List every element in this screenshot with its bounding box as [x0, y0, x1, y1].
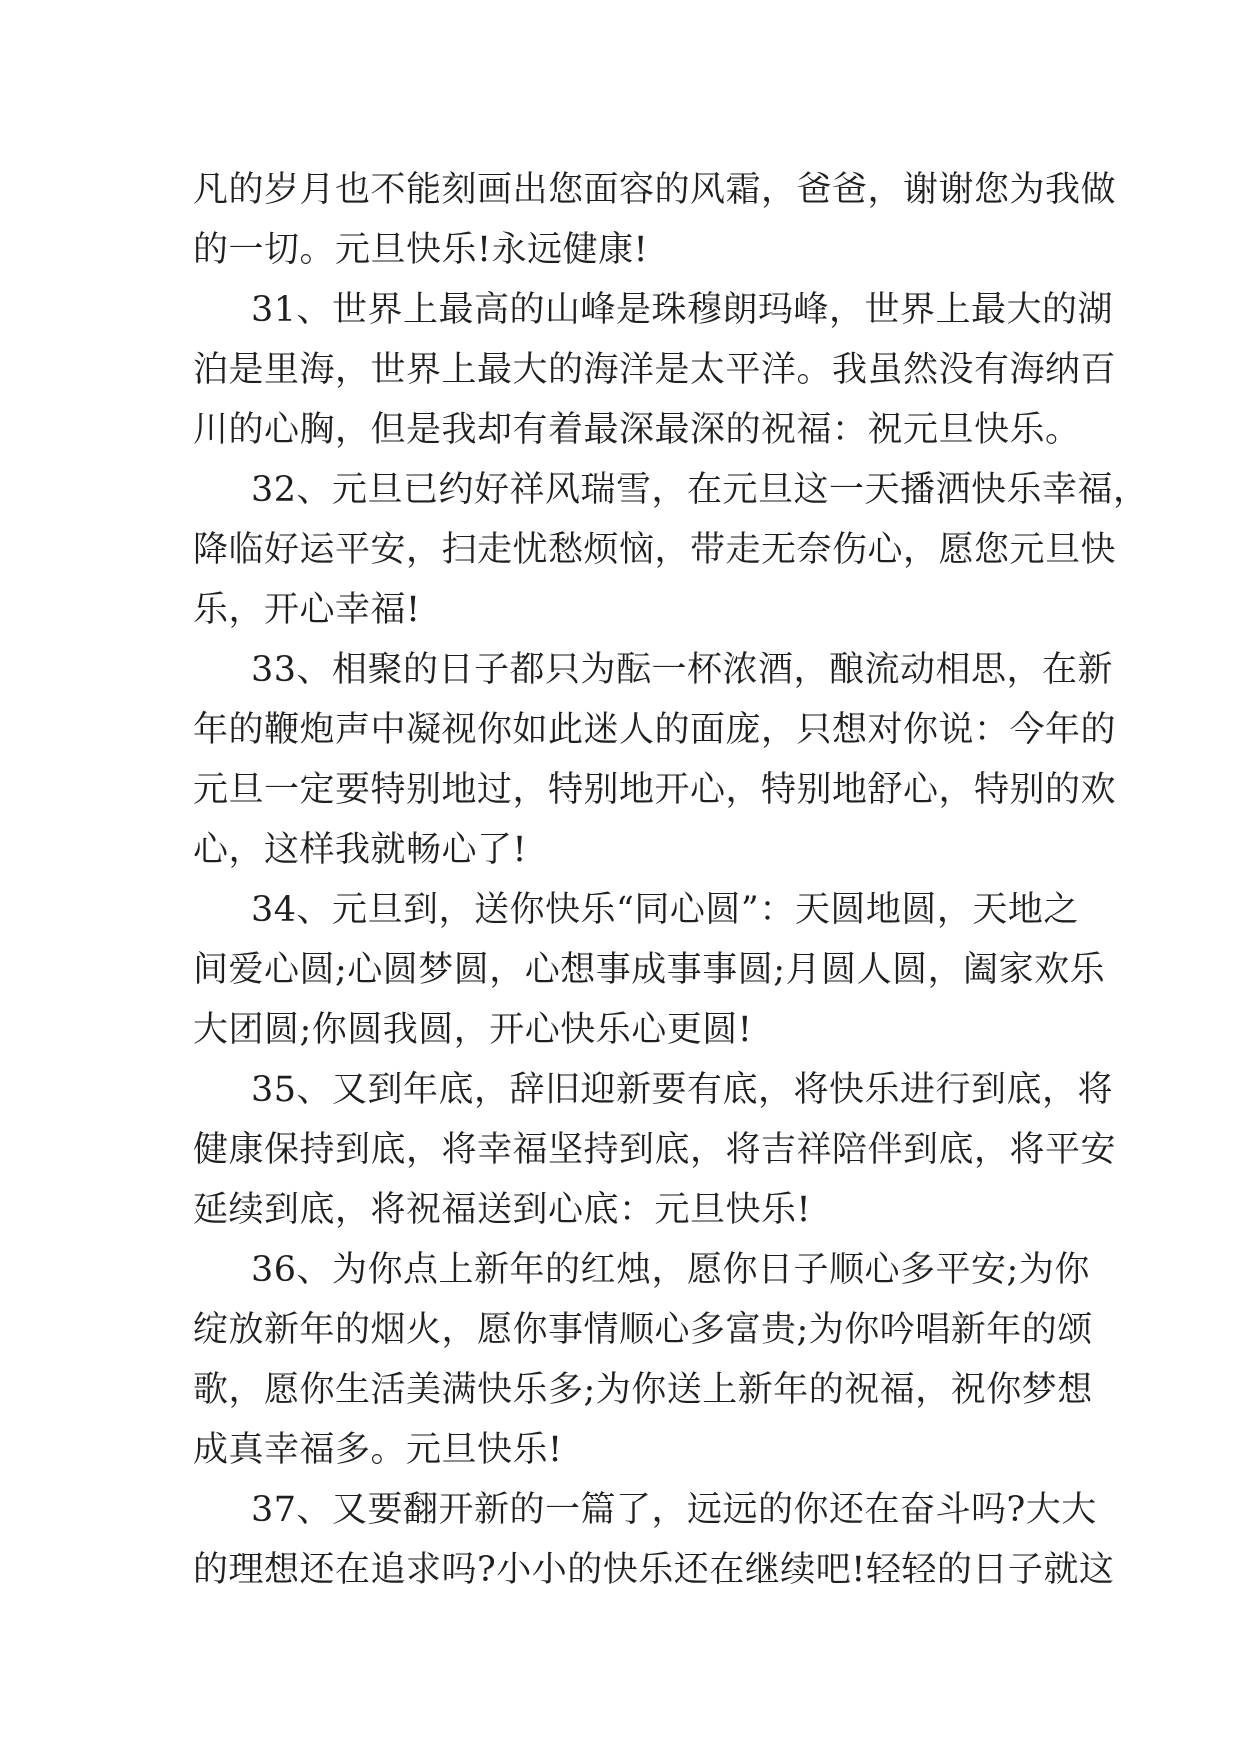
text-line: 的一切。元旦快乐!永远健康!	[193, 230, 649, 270]
paragraph-start-35: 35、又到年底，辞旧迎新要有底，将快乐进行到底，将	[251, 1070, 1114, 1110]
text-line: 年的鞭炮声中凝视你如此迷人的面庞，只想对你说：今年的	[193, 710, 1117, 750]
text-line: 泊是里海，世界上最大的海洋是太平洋。我虽然没有海纳百	[193, 350, 1117, 390]
text-line: 心，这样我就畅心了!	[193, 830, 528, 870]
text-line: 成真幸福多。元旦快乐!	[193, 1430, 563, 1470]
text-line: 元旦一定要特别地过，特别地开心，特别地舒心，特别的欢	[193, 770, 1117, 810]
paragraph-start-37: 37、又要翻开新的一篇了，远远的你还在奋斗吗?大大	[251, 1490, 1097, 1530]
text-line: 绽放新年的烟火，愿你事情顺心多富贵;为你吟唱新年的颂	[193, 1310, 1093, 1350]
text-line: 乐，开心幸福!	[193, 590, 421, 630]
text-line: 大团圆;你圆我圆，开心快乐心更圆!	[193, 1010, 753, 1050]
text-line: 间爱心圆;心圆梦圆，心想事成事事圆;月圆人圆，阖家欢乐	[193, 950, 1106, 990]
text-line: 延续到底，将祝福送到心底：元旦快乐!	[193, 1190, 812, 1230]
text-line: 降临好运平安，扫走忧愁烦恼，带走无奈伤心，愿您元旦快	[193, 530, 1117, 570]
text-line: 健康保持到底，将幸福坚持到底，将吉祥陪伴到底，将平安	[193, 1130, 1117, 1170]
text-line: 凡的岁月也不能刻画出您面容的风霜，爸爸，谢谢您为我做	[193, 170, 1117, 210]
text-line: 川的心胸，但是我却有着最深最深的祝福：祝元旦快乐。	[193, 410, 1081, 450]
paragraph-start-36: 36、为你点上新年的红烛，愿你日子顺心多平安;为你	[251, 1250, 1090, 1290]
text-line: 的理想还在追求吗?小小的快乐还在继续吧!轻轻的日子就这	[193, 1550, 1115, 1590]
text-line: 歌，愿你生活美满快乐多;为你送上新年的祝福，祝你梦想	[193, 1370, 1093, 1410]
paragraph-start-33: 33、相聚的日子都只为酝一杯浓酒，酿流动相思，在新	[251, 650, 1114, 690]
document-body	[193, 160, 1149, 1600]
paragraph-start-31: 31、世界上最高的山峰是珠穆朗玛峰，世界上最大的湖	[251, 290, 1114, 330]
paragraph-start-32: 32、元旦已约好祥风瑞雪，在元旦这一天播洒快乐幸福，	[251, 470, 1149, 510]
paragraph-start-34: 34、元旦到，送你快乐“同心圆”：天圆地圆，天地之	[251, 890, 1079, 930]
